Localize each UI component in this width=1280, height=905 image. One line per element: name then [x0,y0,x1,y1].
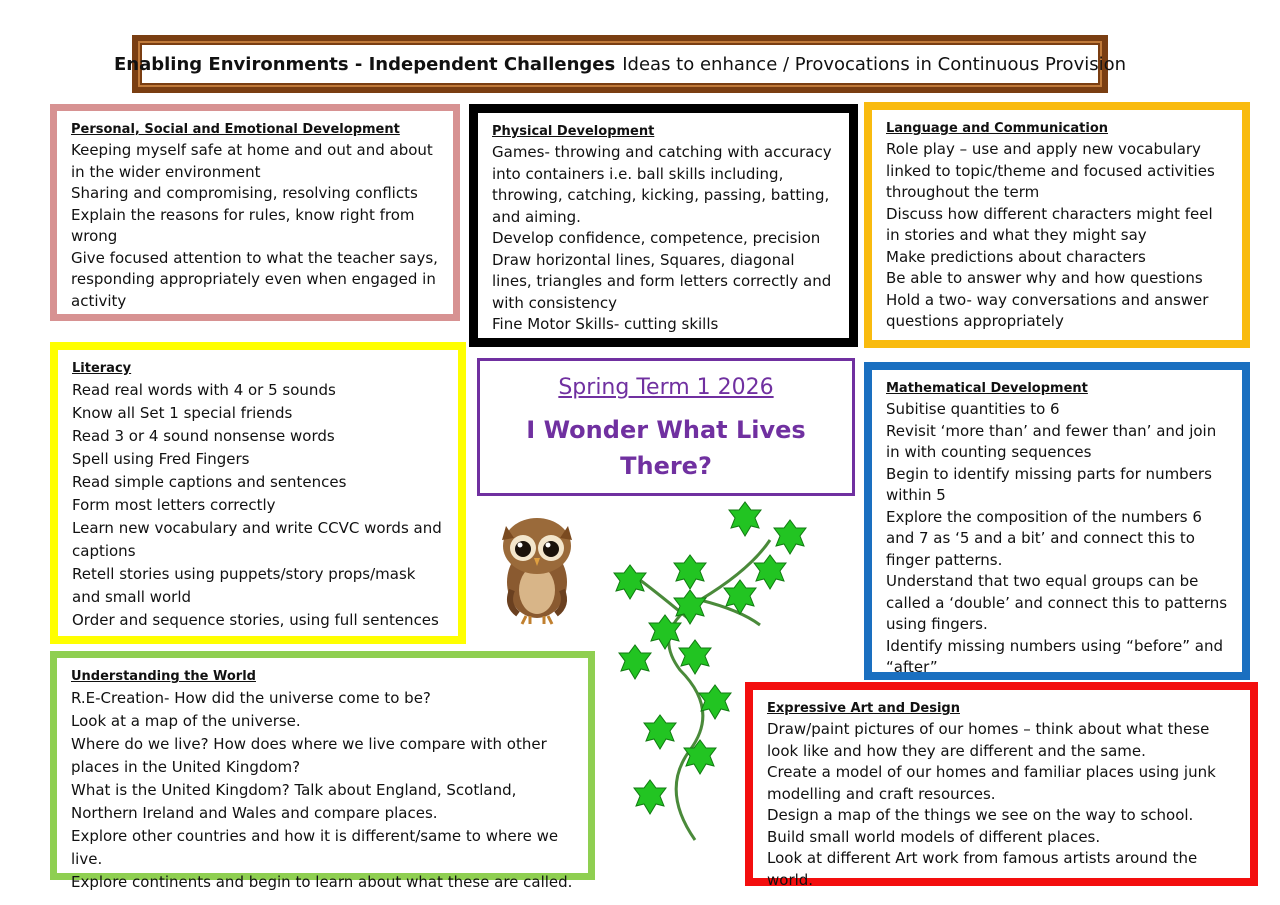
list-item: Explore the composition of the numbers 6 and 7 as ‘5 and a bit’ and connect this to finger patterns. [886,507,1202,569]
list-item: Know all Set 1 special friends [72,404,293,422]
list-item: Discuss how different characters might feel in stories and what they might say [886,204,1213,244]
title-bold: Enabling Environments - Independent Challenges [113,53,616,75]
list-item: Explore other countries and how it is different/same to where we live. [71,827,559,868]
list-item: Explain the reasons for rules, know right from wrong [71,205,415,245]
list-item: Read simple captions and sentences [72,473,347,491]
owl-image [492,510,582,628]
list-item: Identify missing numbers using “before” and “after” [886,636,1223,676]
world-list [71,687,576,894]
title-rest: Ideas to enhance / Provocations in Continuous Provision [622,53,1127,75]
list-item: Hold a two- way conversations and answer questions appropriately [886,290,1209,330]
list-item: Give focused attention to what the teacher says, responding appropriately even when engaged in activity [71,248,438,310]
art-list [767,719,1238,891]
list-item: Role play – use and apply new vocabulary linked to topic/theme and focused activities throughout the term [886,140,1215,201]
list-item: Make predictions about characters [886,247,1146,266]
list-item: Begin to identify missing parts for numbers within 5 [886,464,1212,504]
math-list [886,399,1230,679]
art-heading: Expressive Art and Design [767,701,960,716]
literacy-box [50,342,466,644]
literacy-heading: Literacy [72,361,132,376]
term-label: Spring Term 1 2026 [558,375,774,400]
list-item: Order and sequence stories, using full sentences [72,611,439,629]
physical-box [469,104,858,347]
list-item: Keeping myself safe at home and out and about in the wider environment [71,141,433,181]
list-item: Develop confidence, competence, precision [492,229,821,247]
list-item: Retell stories using puppets/story props/mask and small world [72,565,416,606]
list-item: Explore continents and begin to learn about what these are called. [71,873,573,891]
physical-list [492,142,837,336]
list-item: Look at a map of the universe. [71,712,301,730]
list-item: Fine Motor Skills- cutting skills [492,315,719,333]
page-title [113,35,1127,93]
list-item: Form most letters correctly [72,496,276,514]
list-item: R.E-Creation- How did the universe come to be? [71,689,431,707]
physical-heading: Physical Development [492,124,655,139]
list-item: Read real words with 4 or 5 sounds [72,381,336,399]
list-item: Look at different Art work from famous artists around the world. [767,849,1198,889]
list-item: Revisit ‘more than’ and fewer than’ and join in with counting sequences [886,421,1217,461]
world-box [50,651,595,891]
literacy-list [72,379,446,632]
list-item: Draw/paint pictures of our homes – think about what these look like and how they are different and the same. [767,720,1210,760]
list-item: Understand that two equal groups can be called a ‘double’ and connect this to patterns using fingers. [886,572,1228,633]
topic-title: I Wonder What Lives There? [526,416,806,480]
list-item: Be able to answer why and how questions [886,269,1203,287]
list-item: Spell using Fred Fingers [72,450,250,468]
list-item: What is the United Kingdom? Talk about England, Scotland, Northern Ireland and Wales and compare places. [71,781,517,822]
list-item: Where do we live? How does where we live compare with other places in the United Kingdom? [71,735,547,776]
world-heading: Understanding the World [71,669,256,684]
topic-box [477,358,855,496]
list-item: Design a map of the things we see on the way to school. [767,806,1194,824]
list-item: Games- throwing and catching with accuracy into containers i.e. ball skills including, throwing, catching, kicking, passing, batting, and aiming. [492,143,832,226]
language-heading: Language and Communication [886,121,1109,136]
math-box [864,362,1250,680]
math-heading: Mathematical Development [886,381,1088,396]
art-box [745,682,1258,889]
list-item: Sharing and compromising, resolving conflicts [71,184,418,202]
list-item: Read 3 or 4 sound nonsense words [72,427,335,445]
language-list [886,139,1230,333]
list-item: Learn new vocabulary and write CCVC words and captions [72,519,442,560]
list-item: Subitise quantities to 6 [886,400,1060,418]
list-item: Create a model of our homes and familiar places using junk modelling and craft resources. [767,763,1216,803]
list-item: Draw horizontal lines, Squares, diagonal lines, triangles and form letters correctly and with consistency [492,250,832,312]
list-item: Build small world models of different places. [767,827,1101,846]
pse-box [50,104,460,321]
pse-list [71,140,441,312]
language-box [864,102,1250,348]
pse-heading: Personal, Social and Emotional Development [71,122,400,137]
